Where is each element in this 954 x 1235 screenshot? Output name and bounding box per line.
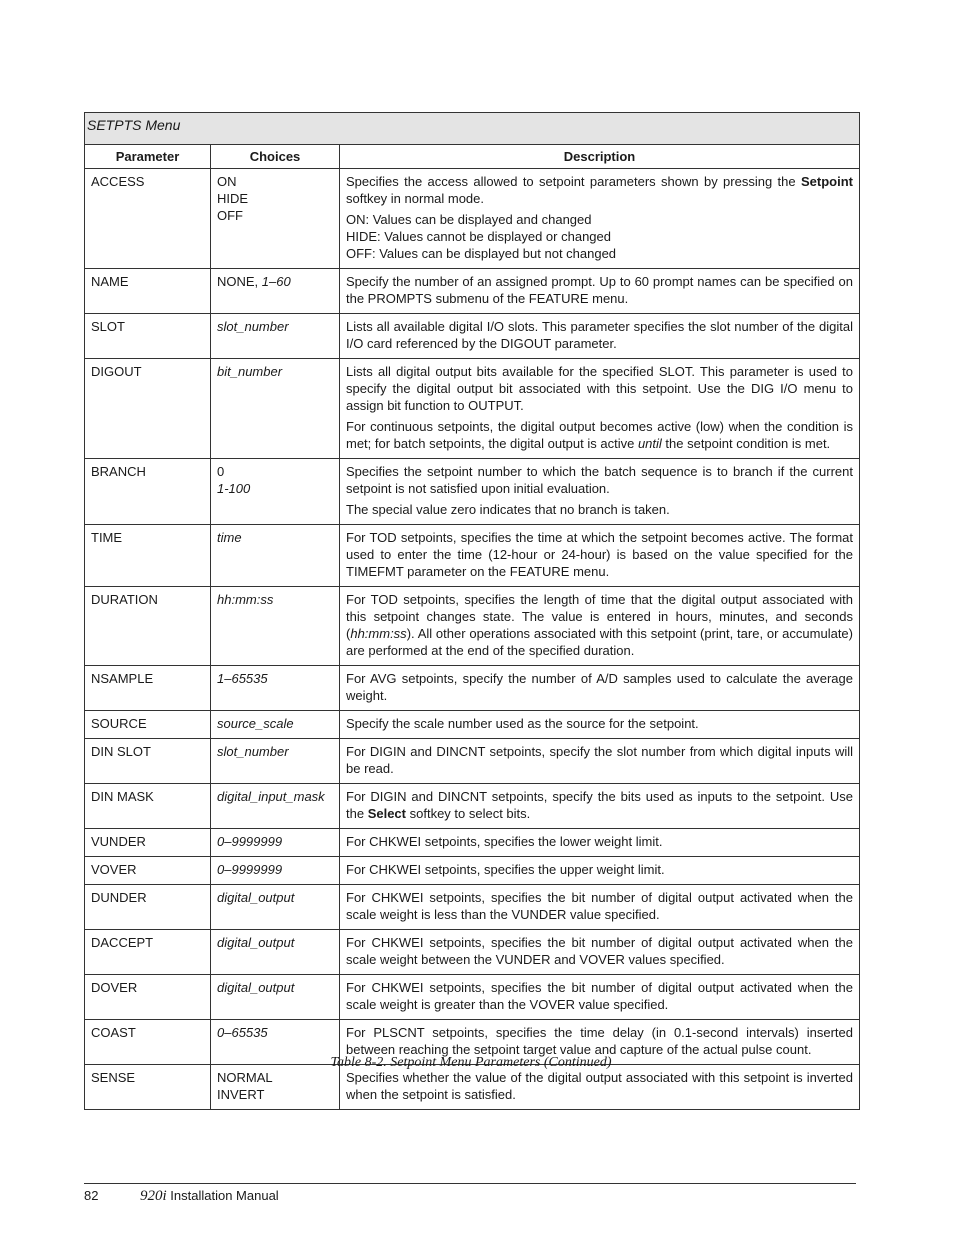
table-title-row [85,113,860,145]
choices-cell [211,857,340,885]
parameter-cell: TIME [85,525,211,587]
description-paragraph [346,211,853,262]
parameter-cell: DOVER [85,975,211,1020]
table-row [85,784,860,829]
description-text: For CHKWEI setpoints, specifies the bit number of digital output activated when the scale weight between the VUNDER and VOVER values specified. [346,935,853,967]
choices-cell [211,525,340,587]
description-cell [340,169,860,269]
description-cell [340,525,860,587]
description-text: the setpoint condition is met. [661,436,831,451]
description-text: For DIGIN and DINCNT setpoints, specify the slot number from which digital inputs will be read. [346,744,853,776]
description-text: Lists all digital output bits available for the specified SLOT. This parameter is used to specify the digital output bit associated with this setpoint. Use the DIG I/O menu to assign bit function to OUTPUT. [346,364,853,413]
description-paragraph [346,173,853,207]
table-row [85,930,860,975]
description-cell [340,739,860,784]
description-paragraph [346,363,853,414]
table-row [85,829,860,857]
description-text: softkey to select bits. [406,806,531,821]
description-text: ON: Values can be displayed and changed [346,212,592,227]
description-text: For CHKWEI setpoints, specifies the bit number of digital output activated when the scale weight is greater than the VOVER value specified. [346,980,853,1012]
description-cell [340,784,860,829]
softkey-name: Select [367,806,406,821]
page-number: 82 [84,1188,99,1203]
description-text: Specifies the access allowed to setpoint parameters shown by pressing the [346,174,801,189]
parameter-cell: SENSE [85,1065,211,1110]
choice-value: 0–65535 [217,1025,268,1040]
choice-value: 0–9999999 [217,834,283,849]
choices-cell [211,784,340,829]
description-paragraph [346,743,853,777]
description-text: Specifies the setpoint number to which the batch sequence is to branch if the current setpoint is not satisfied upon initial evaluation. [346,464,853,496]
choices-cell [211,359,340,459]
choice-value: 1–65535 [217,671,268,686]
choice-value: ON [217,174,237,189]
description-cell [340,975,860,1020]
description-paragraph [346,979,853,1013]
table-row [85,359,860,459]
description-text: For CHKWEI setpoints, specifies the lower weight limit. [346,834,663,849]
parameter-cell: VUNDER [85,829,211,857]
table-row [85,666,860,711]
table-caption: Table 8-2. Setpoint Menu Parameters (Continued) [330,1055,612,1070]
description-paragraph [346,318,853,352]
description-paragraph [346,591,853,659]
table-row [85,269,860,314]
description-text: Specify the scale number used as the source for the setpoint. [346,716,699,731]
choice-text: NONE, [217,274,262,289]
description-paragraph [346,273,853,307]
choices-cell [211,975,340,1020]
choice-value: digital_input_mask [217,789,325,804]
table-row [85,169,860,269]
choices-cell [211,885,340,930]
parameter-cell: DIN SLOT [85,739,211,784]
description-paragraph [346,529,853,580]
parameter-cell: DACCEPT [85,930,211,975]
description-cell [340,359,860,459]
choice-value: 0–9999999 [217,862,283,877]
choices-cell [211,930,340,975]
description-cell [340,587,860,666]
table-title: SETPTS Menu [85,113,860,145]
description-text: HIDE: Values cannot be displayed or changed [346,229,611,244]
description-text: For DIGIN and DINCNT setpoints, specify the bits used as inputs to the setpoint. Use the [346,789,853,821]
parameter-cell: SLOT [85,314,211,359]
choice-value: digital_output [217,935,295,950]
choice-value: 1-100 [217,481,251,496]
choice-value: digital_output [217,890,295,905]
header-description: Description [340,145,860,169]
description-text: For TOD setpoints, specifies the time at which the setpoint becomes active. The format used to enter the time (12-hour or 24-hour) is based on the value specified for the TIMEFMT parameter on the FEATURE menu. [346,530,853,579]
choice-value: HIDE [217,191,249,206]
table-row [85,525,860,587]
description-cell [340,314,860,359]
choice-value: bit_number [217,364,283,379]
description-cell [340,829,860,857]
description-paragraph [346,934,853,968]
description-text: ). All other operations associated with this setpoint (print, tare, or accumulate) are performed at the end of the specified duration. [346,626,853,658]
description-paragraph [346,833,853,850]
description-cell [340,666,860,711]
description-text: For CHKWEI setpoints, specifies the upper weight limit. [346,862,665,877]
description-text: hh:mm:ss [350,626,407,641]
choice-value: INVERT [217,1087,265,1102]
choice-value: slot_number [217,319,289,334]
manual-title: Installation Manual [166,1188,279,1203]
header-parameter: Parameter [85,145,211,169]
choices-cell [211,739,340,784]
description-cell [340,711,860,739]
parameter-cell: NSAMPLE [85,666,211,711]
description-cell [340,1065,860,1110]
description-paragraph [346,1069,853,1103]
footer-divider [84,1183,856,1184]
choice-value: hh:mm:ss [217,592,274,607]
table-header-row [85,145,860,169]
description-text: For continuous setpoints, the digital output becomes active (low) when the condition is met; for batch setpoints, the digital output is active [346,419,853,451]
choices-cell [211,314,340,359]
choice-value: 0 [217,464,225,479]
table-row [85,459,860,525]
choice-value: digital_output [217,980,295,995]
description-paragraph [346,418,853,452]
description-text: For AVG setpoints, specify the number of A/D samples used to calculate the average weight. [346,671,853,703]
description-paragraph [346,788,853,822]
choice-value: OFF [217,208,243,223]
description-text: OFF: Values can be displayed but not changed [346,246,617,261]
description-paragraph [346,463,853,497]
description-text: For PLSCNT setpoints, specifies the time delay (in 0.1-second intervals) inserted between reaching the setpoint target value and capture of the actual pulse count. [346,1025,853,1057]
choices-cell [211,829,340,857]
description-paragraph [346,715,853,732]
description-paragraph [346,501,853,518]
parameter-cell: DIGOUT [85,359,211,459]
choice-value [217,273,333,290]
page-footer [84,1188,279,1205]
parameter-cell: DURATION [85,587,211,666]
choice-value: time [217,530,242,545]
description-text: For TOD setpoints, specifies the length of time that the digital output associated with this setpoint changes state. The value is entered in hours, minutes, and seconds ( [346,592,853,641]
choice-value: NORMAL [217,1070,273,1085]
description-cell [340,885,860,930]
choice-value: slot_number [217,744,289,759]
table-row [85,587,860,666]
header-choices: Choices [211,145,340,169]
parameter-cell: COAST [85,1020,211,1065]
parameter-cell: ACCESS [85,169,211,269]
choices-cell [211,459,340,525]
table-row [85,739,860,784]
parameter-cell: BRANCH [85,459,211,525]
description-cell [340,857,860,885]
parameter-cell: DUNDER [85,885,211,930]
choices-cell [211,587,340,666]
description-text: Specifies whether the value of the digital output associated with this setpoint is inverted when the setpoint is satisfied. [346,1070,853,1102]
table-row [85,314,860,359]
description-cell [340,269,860,314]
description-paragraph [346,670,853,704]
choices-cell [211,269,340,314]
softkey-name: Setpoint [801,174,853,189]
table-row [85,857,860,885]
choice-value: source_scale [217,716,294,731]
description-paragraph [346,1024,853,1058]
description-text: Specify the number of an assigned prompt. Up to 60 prompt names can be specified on the PROMPTS submenu of the FEATURE menu. [346,274,853,306]
choices-cell [211,1065,340,1110]
parameter-cell: DIN MASK [85,784,211,829]
description-text: The special value zero indicates that no branch is taken. [346,502,670,517]
description-text: softkey in normal mode. [346,191,485,206]
description-cell [340,930,860,975]
description-text: until [637,436,662,451]
choices-cell [211,169,340,269]
choices-cell [211,666,340,711]
table-row [85,975,860,1020]
parameter-cell: SOURCE [85,711,211,739]
description-cell [340,459,860,525]
description-paragraph [346,861,853,878]
table-row [85,885,860,930]
product-model: 920i [140,1188,167,1204]
parameter-cell: NAME [85,269,211,314]
choices-cell [211,711,340,739]
choice-text: 1–60 [261,274,291,289]
parameter-cell: VOVER [85,857,211,885]
table-row [85,1065,860,1110]
description-paragraph [346,889,853,923]
setpoint-parameters-table [84,112,860,1110]
description-text: For CHKWEI setpoints, specifies the bit number of digital output activated when the scale weight is less than the VUNDER value specified. [346,890,853,922]
description-text: Lists all available digital I/O slots. This parameter specifies the slot number of the digital I/O card referenced by the DIGOUT parameter. [346,319,853,351]
table-row [85,711,860,739]
